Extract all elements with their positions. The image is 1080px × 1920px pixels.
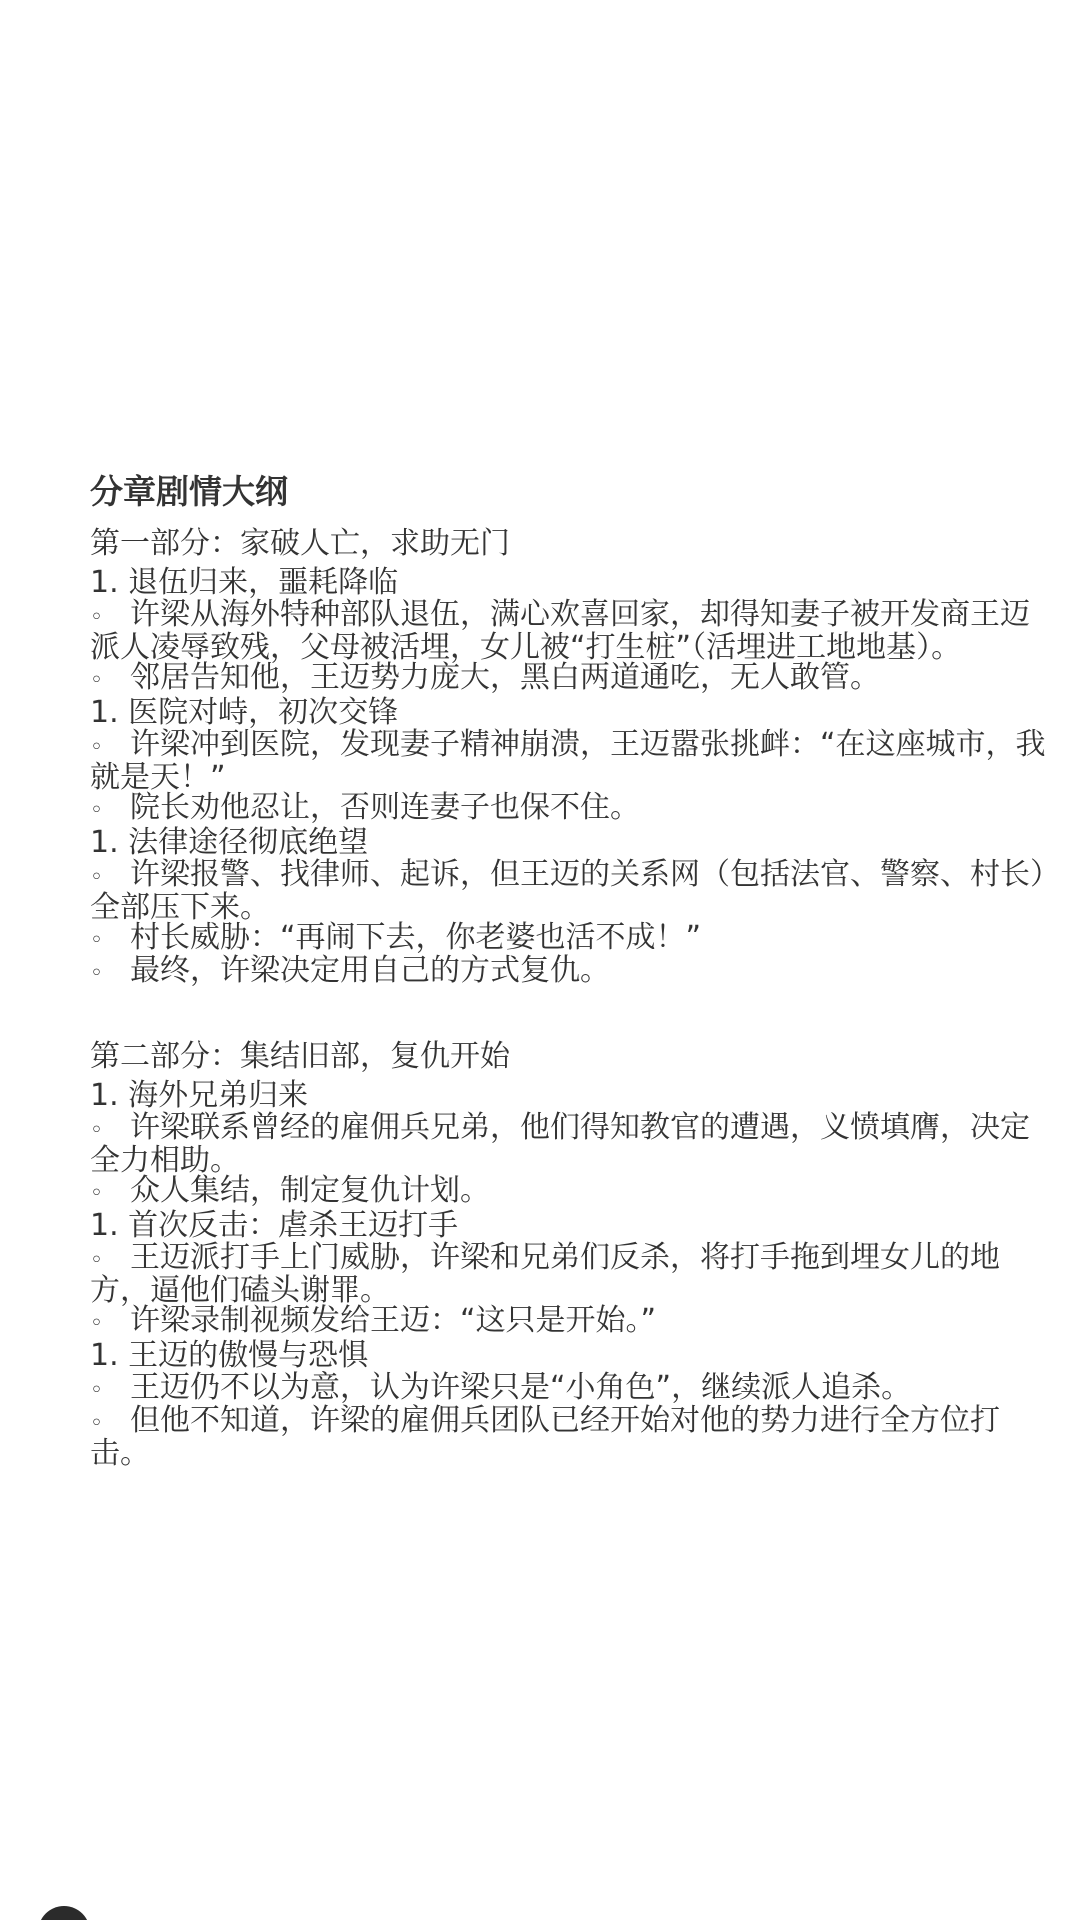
chapter-title: 医院对峙，初次交锋 [128,695,399,730]
bullet-text: 王迈仍不以为意，认为许梁只是“小角色”，继续派人追杀。 [130,1370,912,1405]
chapter-number: 1. [90,825,119,860]
chapter-heading [90,1339,1050,1373]
bullet-text: 许梁从海外特种部队退伍，满心欢喜回家，却得知妻子被开发商王迈派人凌辱致残，父母被活埋，女儿被“打生桩”（活埋进工地地基）。 [90,597,1030,665]
document-title: 分章剧情大纲 [90,472,288,511]
bullet-mark: ◦ [90,1311,103,1336]
bullet-text: 众人集结，制定复仇计划。 [130,1173,490,1208]
bullet-mark: ◦ [90,735,103,760]
bullet-item [90,790,1050,826]
bullet-item [90,727,1050,795]
chapter-heading [90,1079,1050,1113]
bullet-item [90,1110,1050,1178]
chapter-heading [90,826,1050,860]
part-heading: 第二部分：集结旧部，复仇开始 [90,1039,510,1074]
bullet-item [90,953,1050,989]
chapter-number: 1. [90,695,119,730]
chapter-title: 王迈的傲慢与恐惧 [128,1338,369,1373]
bullet-text: 邻居告知他，王迈势力庞大，黑白两道通吃，无人敢管。 [130,660,880,695]
bullet-mark: ◦ [90,605,103,630]
chapter-number: 1. [90,565,119,600]
bullet-item [90,1303,1050,1339]
bullet-mark: ◦ [90,798,103,823]
chapter-number: 1. [90,1338,119,1373]
bullet-text: 王迈派打手上门威胁，许梁和兄弟们反杀，将打手拖到埋女儿的地方，逼他们磕头谢罪。 [90,1240,1000,1308]
bullet-mark: ◦ [90,1378,103,1403]
bullet-text: 许梁报警、找律师、起诉，但王迈的关系网（包括法官、警察、村长）全部压下来。 [90,857,1045,925]
chapter-title: 法律途径彻底绝望 [128,825,369,860]
bullet-text: 许梁联系曾经的雇佣兵兄弟，他们得知教官的遭遇，义愤填膺，决定全力相助。 [90,1110,1030,1178]
bullet-text: 院长劝他忍让，否则连妻子也保不住。 [130,790,640,825]
bullet-item [90,1240,1050,1308]
bullet-mark: ◦ [90,928,103,953]
bullet-mark: ◦ [90,1411,103,1436]
bullet-item [90,1403,1050,1471]
bullet-item [90,1370,1050,1406]
chapter-title: 退伍归来，噩耗降临 [128,565,399,600]
bullet-item [90,857,1050,925]
bullet-mark: ◦ [90,1248,103,1273]
part-section [90,522,1050,989]
bullet-mark: ◦ [90,961,103,986]
bullet-text: 最终，许梁决定用自己的方式复仇。 [130,953,610,988]
bullet-mark: ◦ [90,668,103,693]
part-heading: 第一部分：家破人亡，求助无门 [90,526,510,561]
chapter-number: 1. [90,1208,119,1243]
bullet-item [90,920,1050,956]
bullet-item [90,660,1050,696]
part-section [90,1035,1050,1469]
bullet-text: 但他不知道，许梁的雇佣兵团队已经开始对他的势力进行全方位打击。 [90,1403,1000,1471]
section-spacer [90,989,1050,1035]
document-body [90,468,1050,1469]
chapter-heading [90,566,1050,600]
chapter-heading [90,1209,1050,1243]
bullet-text: 许梁冲到医院，发现妻子精神崩溃，王迈嚣张挑衅：“在这座城市，我就是天！” [90,727,1046,795]
chapter-heading [90,696,1050,730]
chapter-title: 首次反击：虐杀王迈打手 [128,1208,459,1243]
floating-action-circle[interactable] [38,1906,90,1920]
bullet-mark: ◦ [90,865,103,890]
chapter-title: 海外兄弟归来 [128,1078,309,1113]
bullet-text: 村长威胁：“再闹下去，你老婆也活不成！” [130,920,702,955]
bullet-text: 许梁录制视频发给王迈：“这只是开始。” [130,1303,657,1338]
bullet-item [90,1173,1050,1209]
bullet-item [90,597,1050,665]
chapter-number: 1. [90,1078,119,1113]
bullet-mark: ◦ [90,1118,103,1143]
bullet-mark: ◦ [90,1181,103,1206]
